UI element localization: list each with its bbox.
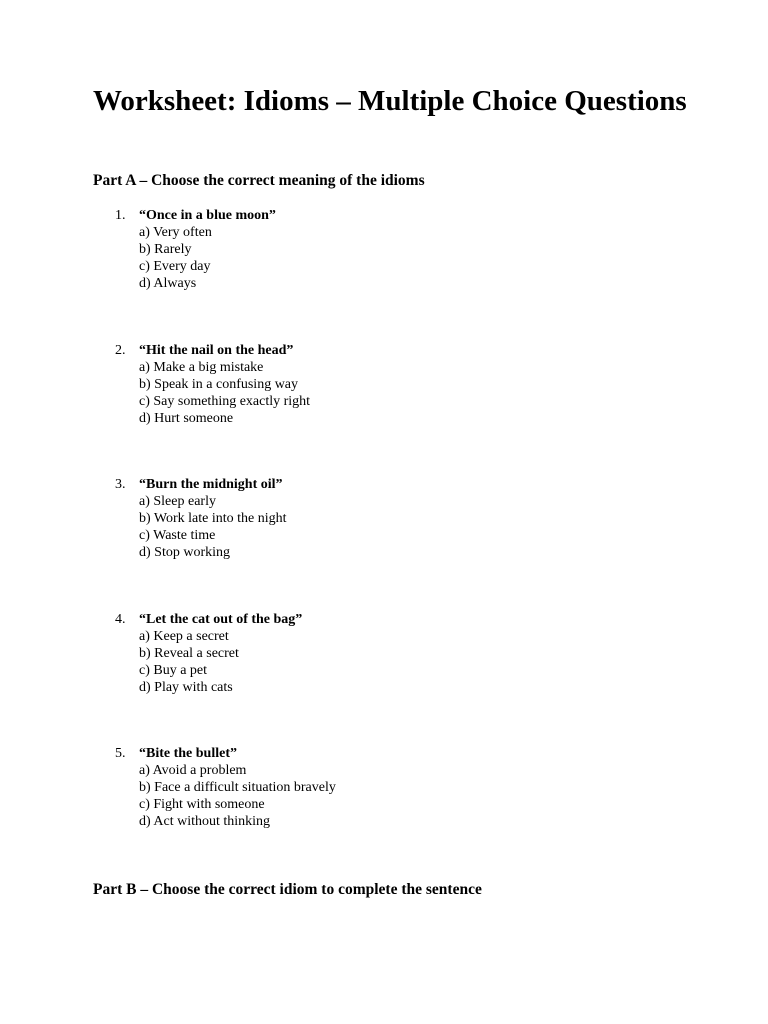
answer-option-a: a) Avoid a problem	[139, 763, 247, 778]
answer-option-c: c) Fight with someone	[139, 797, 265, 812]
question-idiom: “Hit the nail on the head”	[139, 343, 294, 358]
question-number: 3.	[115, 477, 126, 492]
answer-option-b: b) Reveal a secret	[139, 646, 239, 661]
answer-option-c: c) Waste time	[139, 528, 216, 543]
part-a-heading: Part A – Choose the correct meaning of the idioms	[93, 172, 425, 189]
answer-option-b: b) Rarely	[139, 242, 192, 257]
question-number: 1.	[115, 208, 126, 223]
answer-option-d: d) Stop working	[139, 545, 230, 560]
answer-option-d: d) Hurt someone	[139, 411, 234, 426]
answer-option-b: b) Speak in a confusing way	[139, 377, 299, 392]
answer-options	[139, 224, 212, 292]
question-idiom: “Burn the midnight oil”	[139, 477, 283, 492]
question-idiom: “Once in a blue moon”	[139, 208, 276, 223]
answer-option-d: d) Always	[139, 276, 197, 291]
answer-options	[139, 628, 239, 696]
part-b-heading: Part B – Choose the correct idiom to complete the sentence	[93, 881, 482, 898]
answer-option-a: a) Sleep early	[139, 494, 216, 509]
answer-option-a: a) Very often	[139, 225, 212, 240]
question-number: 5.	[115, 746, 126, 761]
answer-option-d: d) Play with cats	[139, 680, 233, 695]
answer-option-c: c) Buy a pet	[139, 663, 208, 678]
answer-option-b: b) Face a difficult situation bravely	[139, 780, 336, 795]
question-number: 4.	[115, 612, 126, 627]
page-title: Worksheet: Idioms – Multiple Choice Questions	[93, 85, 687, 117]
answer-option-d: d) Act without thinking	[139, 814, 271, 829]
answer-options	[139, 493, 287, 561]
question-idiom: “Let the cat out of the bag”	[139, 612, 303, 627]
answer-options	[139, 762, 336, 830]
answer-options	[139, 359, 310, 427]
answer-option-b: b) Work late into the night	[139, 511, 287, 526]
question-number: 2.	[115, 343, 126, 358]
answer-option-a: a) Make a big mistake	[139, 360, 264, 375]
answer-option-c: c) Every day	[139, 259, 211, 274]
answer-option-a: a) Keep a secret	[139, 629, 229, 644]
answer-option-c: c) Say something exactly right	[139, 394, 311, 409]
question-idiom: “Bite the bullet”	[139, 746, 237, 761]
